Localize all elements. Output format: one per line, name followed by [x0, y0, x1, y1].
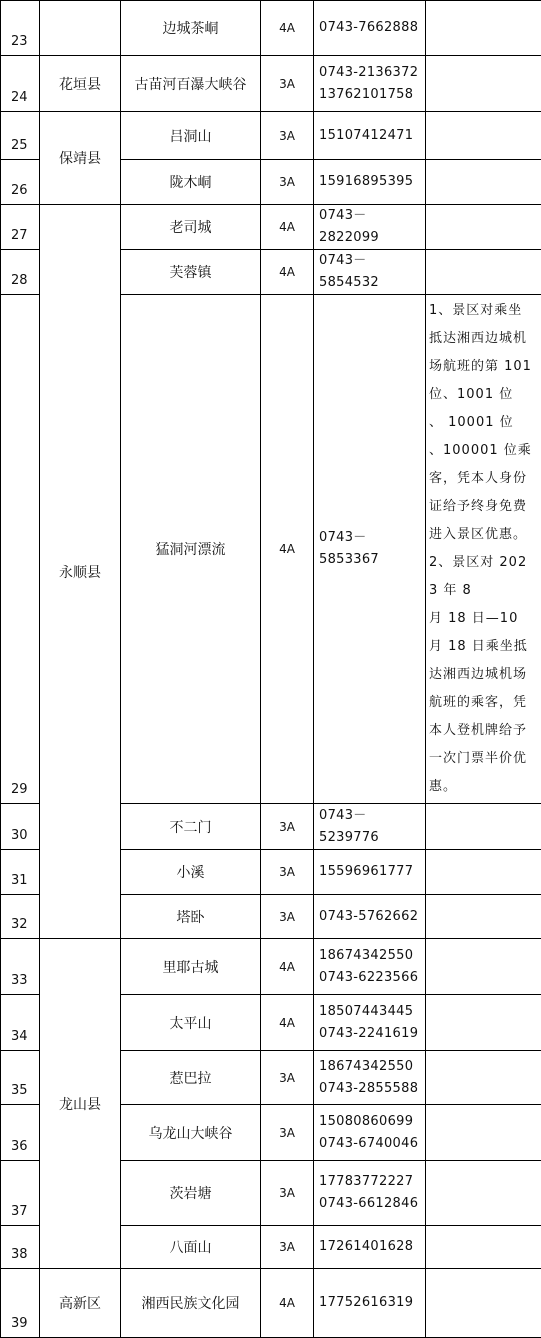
grade-cell: 4A — [261, 250, 314, 295]
note-line: 客，凭本人身份 — [429, 465, 538, 493]
phone-cell — [314, 850, 426, 895]
note-line: 进入景区优惠。 — [429, 521, 538, 549]
grade-cell: 3A — [261, 1105, 314, 1161]
note-line: 场航班的第 101 — [429, 353, 538, 381]
table-row — [1, 1, 541, 56]
note-cell — [426, 1105, 541, 1161]
county-cell: 保靖县 — [40, 112, 121, 205]
grade-cell: 3A — [261, 1161, 314, 1226]
phone-cell — [314, 295, 426, 804]
phone-cell — [314, 250, 426, 295]
phone-number: 15596961777 — [319, 861, 425, 883]
note-line: 惠。 — [429, 773, 538, 801]
scenic-spot-name: 不二门 — [121, 804, 261, 850]
row-number: 30 — [1, 804, 40, 850]
row-number: 38 — [1, 1226, 40, 1269]
note-cell — [426, 939, 541, 995]
note-cell — [426, 1051, 541, 1105]
note-cell — [426, 850, 541, 895]
county-cell: 高新区 — [40, 1269, 121, 1338]
county-cell: 花垣县 — [40, 56, 121, 112]
grade-cell: 3A — [261, 1051, 314, 1105]
phone-cell — [314, 1, 426, 56]
grade-cell: 3A — [261, 1226, 314, 1269]
row-number: 39 — [1, 1269, 40, 1338]
scenic-spot-name: 边城茶峒 — [121, 1, 261, 56]
grade-cell: 3A — [261, 895, 314, 939]
scenic-spot-name: 茨岩塘 — [121, 1161, 261, 1226]
county-cell — [40, 1, 121, 56]
note-line: 一次门票半价优 — [429, 745, 538, 773]
phone-number: 0743-2136372 — [319, 62, 425, 84]
note-cell — [426, 1, 541, 56]
phone-number: 0743-6612846 — [319, 1193, 425, 1215]
grade-cell: 4A — [261, 995, 314, 1051]
scenic-spot-name: 小溪 — [121, 850, 261, 895]
note-line: 达湘西边城机场 — [429, 661, 538, 689]
phone-number: 0743-6740046 — [319, 1133, 425, 1155]
phone-cell — [314, 1051, 426, 1105]
grade-cell: 4A — [261, 1269, 314, 1338]
phone-cell — [314, 1105, 426, 1161]
row-number: 37 — [1, 1161, 40, 1226]
scenic-spot-name: 惹巴拉 — [121, 1051, 261, 1105]
grade-cell: 3A — [261, 160, 314, 205]
note-line: 抵达湘西边城机 — [429, 325, 538, 353]
phone-number: 0743－5853367 — [319, 527, 425, 571]
phone-number: 0743－5239776 — [319, 805, 425, 849]
scenic-spot-name: 太平山 — [121, 995, 261, 1051]
row-number: 26 — [1, 160, 40, 205]
county-cell: 永顺县 — [40, 205, 121, 939]
note-cell — [426, 804, 541, 850]
scenic-spot-name: 八面山 — [121, 1226, 261, 1269]
phone-number: 17752616319 — [319, 1292, 425, 1314]
note-cell — [426, 995, 541, 1051]
row-number: 29 — [1, 295, 40, 804]
phone-number: 0743-2855588 — [319, 1078, 425, 1100]
phone-number: 18507443445 — [319, 1001, 425, 1023]
scenic-spot-name: 吕洞山 — [121, 112, 261, 160]
scenic-spot-name: 塔卧 — [121, 895, 261, 939]
phone-number: 0743-7662888 — [319, 17, 425, 39]
grade-cell: 3A — [261, 850, 314, 895]
scenic-spot-name: 湘西民族文化园 — [121, 1269, 261, 1338]
note-cell — [426, 56, 541, 112]
note-line: 3 年 8 — [429, 577, 538, 605]
grade-cell: 3A — [261, 804, 314, 850]
note-line: 1、景区对乘坐 — [429, 297, 538, 325]
row-number: 24 — [1, 56, 40, 112]
scenic-spot-name: 乌龙山大峡谷 — [121, 1105, 261, 1161]
table-row — [1, 205, 541, 250]
phone-number: 0743-2241619 — [319, 1023, 425, 1045]
row-number: 36 — [1, 1105, 40, 1161]
row-number: 35 — [1, 1051, 40, 1105]
note-line: 航班的乘客，凭 — [429, 689, 538, 717]
grade-cell: 4A — [261, 1, 314, 56]
phone-cell — [314, 1161, 426, 1226]
phone-number: 15107412471 — [319, 125, 425, 147]
phone-number: 15916895395 — [319, 171, 425, 193]
phone-number: 0743-6223566 — [319, 967, 425, 989]
scenic-spot-name: 古苗河百瀑大峡谷 — [121, 56, 261, 112]
note-cell — [426, 112, 541, 160]
scenic-spot-name: 陇木峒 — [121, 160, 261, 205]
phone-number: 0743-5762662 — [319, 906, 425, 928]
scenic-spot-name: 猛洞河漂流 — [121, 295, 261, 804]
row-number: 32 — [1, 895, 40, 939]
note-cell — [426, 1269, 541, 1338]
row-number: 25 — [1, 112, 40, 160]
phone-cell — [314, 895, 426, 939]
note-cell — [426, 895, 541, 939]
note-line: 2、景区对 202 — [429, 549, 538, 577]
scenic-spot-name: 里耶古城 — [121, 939, 261, 995]
note-cell — [426, 160, 541, 205]
phone-cell — [314, 56, 426, 112]
phone-number: 0743－2822099 — [319, 205, 425, 249]
phone-number: 17261401628 — [319, 1236, 425, 1258]
note-line: 位、1001 位 — [429, 381, 538, 409]
phone-number: 18674342550 — [319, 945, 425, 967]
row-number: 23 — [1, 1, 40, 56]
row-number: 34 — [1, 995, 40, 1051]
note-line: 、100001 位乘 — [429, 437, 538, 465]
phone-cell — [314, 1226, 426, 1269]
phone-cell — [314, 804, 426, 850]
table-row — [1, 56, 541, 112]
row-number: 27 — [1, 205, 40, 250]
grade-cell: 3A — [261, 112, 314, 160]
note-cell — [426, 1226, 541, 1269]
scenic-spot-name: 老司城 — [121, 205, 261, 250]
note-line: 、 10001 位 — [429, 409, 538, 437]
table-row — [1, 1269, 541, 1338]
phone-number: 18674342550 — [319, 1056, 425, 1078]
phone-cell — [314, 160, 426, 205]
note-line: 证给予终身免费 — [429, 493, 538, 521]
phone-number: 0743－5854532 — [319, 250, 425, 294]
note-cell — [426, 250, 541, 295]
phone-cell — [314, 939, 426, 995]
grade-cell: 4A — [261, 295, 314, 804]
phone-cell — [314, 995, 426, 1051]
note-cell — [426, 1161, 541, 1226]
phone-number: 15080860699 — [319, 1111, 425, 1133]
scenic-spot-name: 芙蓉镇 — [121, 250, 261, 295]
phone-number: 13762101758 — [319, 84, 425, 106]
phone-cell — [314, 1269, 426, 1338]
table-row — [1, 112, 541, 160]
table-row — [1, 939, 541, 995]
note-line: 月 18 日—10 — [429, 605, 538, 633]
grade-cell: 4A — [261, 205, 314, 250]
phone-cell — [314, 112, 426, 160]
row-number: 33 — [1, 939, 40, 995]
row-number: 28 — [1, 250, 40, 295]
phone-number: 17783772227 — [319, 1171, 425, 1193]
grade-cell: 3A — [261, 56, 314, 112]
county-cell: 龙山县 — [40, 939, 121, 1269]
phone-cell — [314, 205, 426, 250]
grade-cell: 4A — [261, 939, 314, 995]
note-cell — [426, 205, 541, 250]
note-line: 本人登机牌给予 — [429, 717, 538, 745]
note-line: 月 18 日乘坐抵 — [429, 633, 538, 661]
row-number: 31 — [1, 850, 40, 895]
note-cell — [426, 295, 541, 804]
